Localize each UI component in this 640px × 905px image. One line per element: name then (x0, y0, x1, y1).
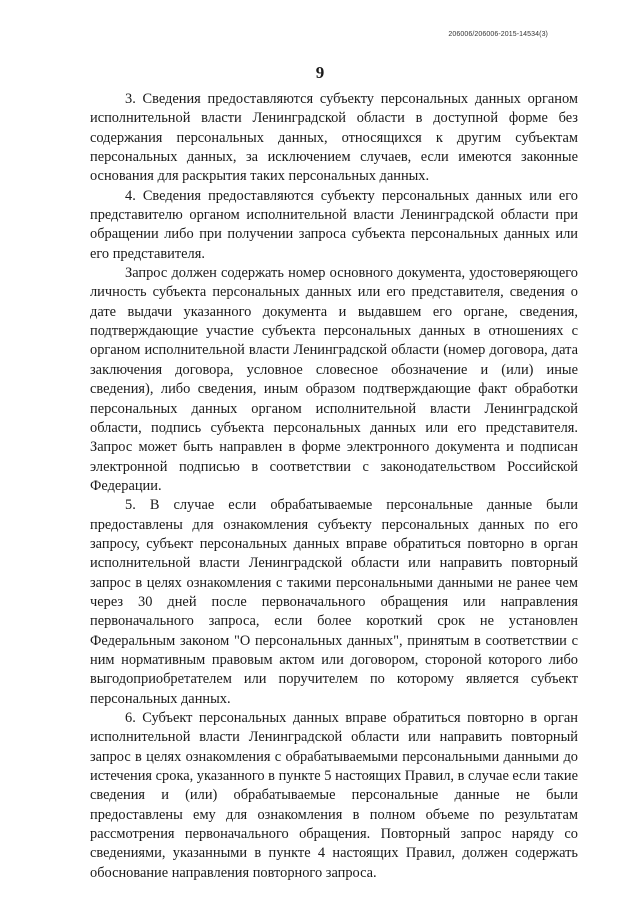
paragraph-item-6: 6. Субъект персональных данных вправе обратиться повторно в орган исполнительной власти Ленинградской области или направить повторный запрос в целях ознакомления с обрабатываемыми персональными данными до истечения срока, указанного в пункте 5 настоящих Правил, в случае если такие сведения и (или) обрабатываемые персональные данные не были предоставлены ему для ознакомления в полном объеме по результатам рассмотрения первоначального обращения. Повторный запрос наряду со сведениями, указанными в пункте 4 настоящих Правил, должен содержать обоснование направления повторного запроса. (90, 710, 578, 881)
document-id-stamp: 206006/206006-2015-14534(3) (448, 31, 548, 38)
paragraph-item-3: 3. Сведения предоставляются субъекту персональных данных органом исполнительной власти Ленинградской области в доступной форме без содержания персональных данных, относящихся к другим субъектам персональных данных, за исключением случаев, если имеются законные основания для раскрытия таких персональных данных. (90, 91, 578, 185)
paragraph-item-4: 4. Сведения предоставляются субъекту персональных данных или его представителю органом исполнительной власти Ленинградской области при обращении либо при получении запроса субъекта персональных данных или его представителя. (90, 187, 578, 262)
page-number: 9 (315, 63, 325, 82)
paragraph-item-5: 5. В случае если обрабатываемые персональные данные были предоставлены для ознакомления субъекту персональных данных по его запросу, субъект персональных данных вправе обратиться повторно в орган исполнительной власти Ленинградской области или направить повторный запрос в целях ознакомления с такими персональными данными не ранее чем через 30 дней после первоначального обращения или направления первоначального запроса, если более короткий срок не установлен Федеральным законом "О персональных данных", принятым в соответствии с ним нормативным правовым актом или договором, стороной которого либо выгодоприобретателем или поручителем по которому является субъект персональных данных. (90, 497, 578, 707)
paragraph-request-requirements: Запрос должен содержать номер основного документа, удостоверяющего личность субъекта персональных данных или его представителя, сведения о дате выдачи указанного документа и выдавшем его органе, сведения, подтверждающие участие субъекта персональных данных в отношениях с органом исполнительной власти Ленинградской области (номер договора, дата заключения договора, условное словесное обозначение и (или) иные сведения), либо сведения, иным образом подтверждающие факт обработки персональных данных органом исполнительной власти Ленинградской области, подпись субъекта персональных данных или его представителя. Запрос может быть направлен в форме электронного документа и подписан электронной подписью в соответствии с законодательством Российской Федерации. (90, 265, 578, 494)
document-body (90, 90, 578, 883)
